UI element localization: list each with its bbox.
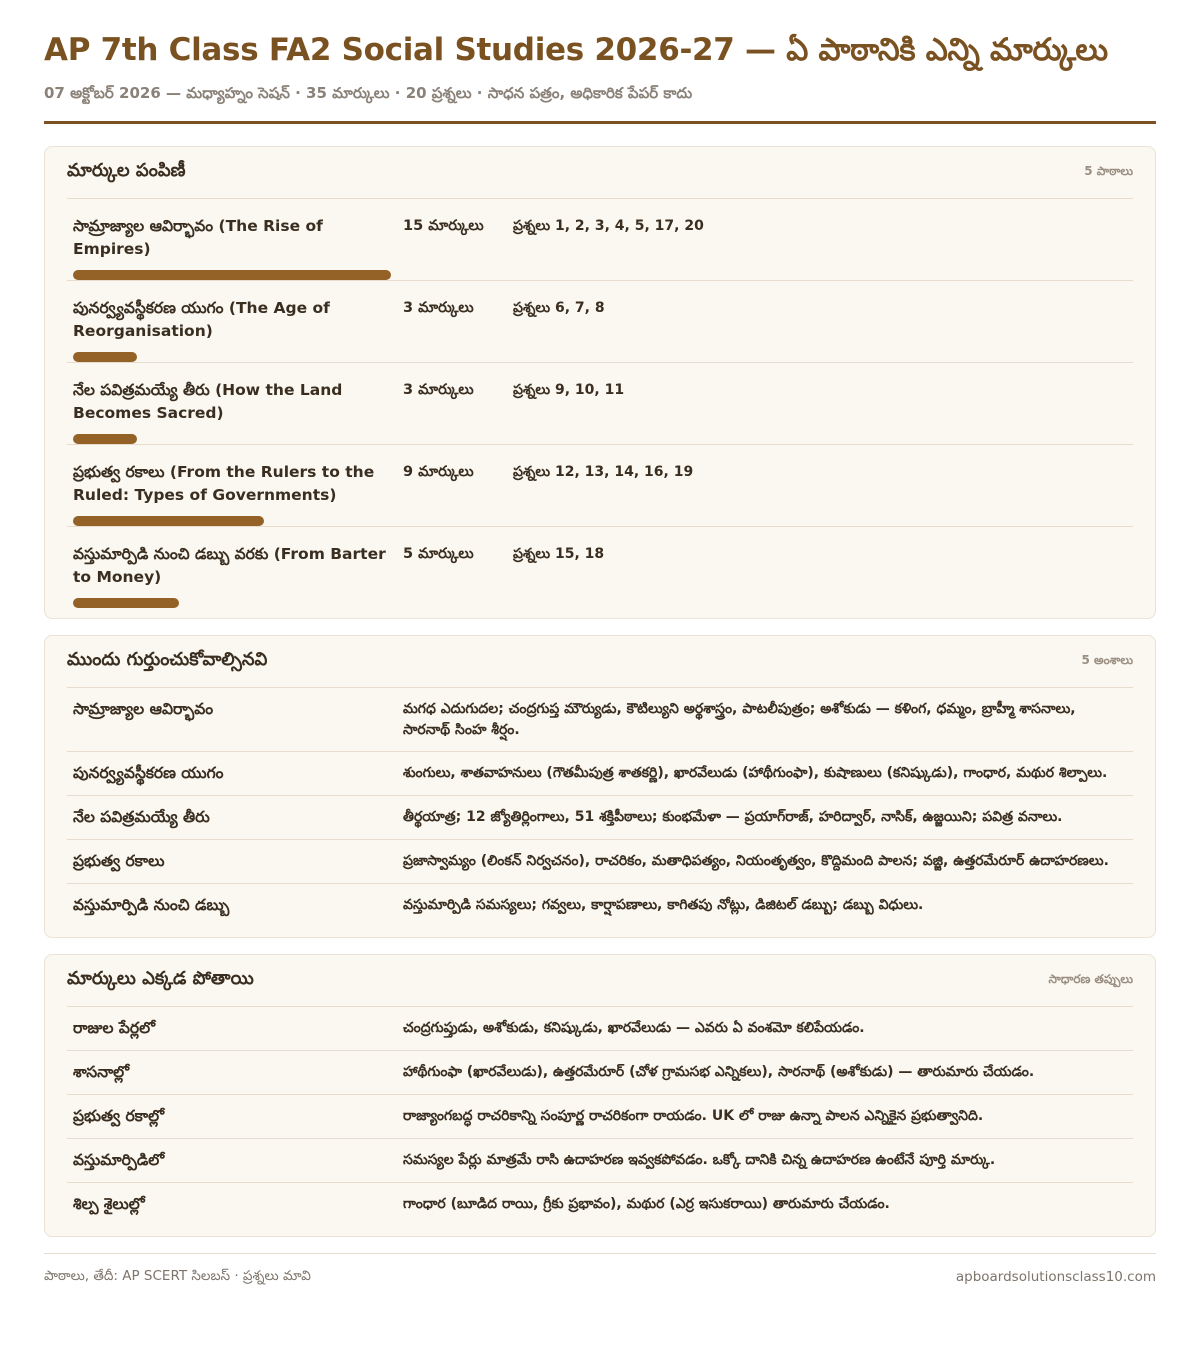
topic-row — [67, 199, 1133, 281]
topic-name: సామ్రాజ్యాల ఆవిర్భావం (The Rise of Empires) — [73, 217, 323, 258]
topic-questions: ప్రశ్నలు 9, 10, 11 — [513, 382, 625, 398]
mistake-description: రాజ్యాంగబద్ధ రాచరికాన్ని సంపూర్ణ రాచరికంగా రాయడం. UK లో రాజు ఉన్నా పాలన ఎన్నికైన ప్రభుత్వానిది. — [403, 1108, 984, 1124]
topic-marks: 15 మార్కులు — [403, 218, 484, 234]
lesson-count-badge: 5 పాఠాలు — [1084, 164, 1133, 178]
marks-bar — [73, 598, 179, 608]
topic-row — [67, 445, 1133, 527]
marks-distribution-header — [67, 147, 1133, 199]
remember-row — [67, 884, 1133, 927]
remember-points: తీర్థయాత్ర; 12 జ్యోతిర్లింగాలు, 51 శక్తిపీఠాలు; కుంభమేళా — ప్రయాగ్‌రాజ్, హరిద్వార్, నాసిక్, ఉజ్జయిని; పవిత్ర వనాలు. — [403, 809, 1063, 825]
site-link[interactable]: apboardsolutionsclass10.com — [955, 1269, 1156, 1285]
marks-distribution-title: మార్కుల పంపిణీ — [67, 160, 186, 181]
topic-name: నేల పవిత్రమయ్యే తీరు (How the Land Becomes Sacred) — [73, 381, 343, 422]
topic-name: పునర్వ్యవస్థీకరణ యుగం (The Age of Reorganisation) — [73, 299, 330, 340]
remember-topic: వస్తుమార్పిడి నుంచి డబ్బు — [73, 896, 230, 914]
mistake-row — [67, 1095, 1133, 1139]
topic-questions: ప్రశ్నలు 1, 2, 3, 4, 5, 17, 20 — [513, 218, 704, 234]
topic-row — [67, 527, 1133, 608]
mistake-area: రాజుల పేర్లలో — [73, 1019, 156, 1037]
topic-questions: ప్రశ్నలు 6, 7, 8 — [513, 300, 605, 316]
mistake-row — [67, 1051, 1133, 1095]
mistakes-title: మార్కులు ఎక్కడ పోతాయి — [67, 968, 254, 989]
topic-marks: 3 మార్కులు — [403, 382, 474, 398]
remember-points: మగధ ఎదుగుదల; చంద్రగుప్త మౌర్యుడు, కౌటిల్యుని అర్థశాస్త్రం, పాటలీపుత్రం; అశోకుడు — కళింగ, ధమ్మం, బ్రాహ్మీ శాసనాలు, సారనాథ్ సింహ శీర్షం. — [403, 701, 1076, 738]
mistake-area: శిల్ప శైలుల్లో — [73, 1195, 145, 1213]
mistake-area: ప్రభుత్వ రకాల్లో — [73, 1107, 165, 1125]
topic-row — [67, 363, 1133, 445]
remember-points: వస్తుమార్పిడి సమస్యలు; గవ్వలు, కార్షాపణాలు, కాగితపు నోట్లు, డిజిటల్ డబ్బు; డబ్బు విధులు. — [403, 897, 924, 913]
topic-marks: 9 మార్కులు — [403, 464, 474, 480]
remember-points: ప్రజాస్వామ్యం (లింకన్ నిర్వచనం), రాచరికం, మతాధిపత్యం, నియంతృత్వం, కొద్దిమంది పాలన; వజ్జి, ఉత్తరమేరూర్ ఉదాహరణలు. — [403, 853, 1109, 869]
remember-list — [67, 688, 1133, 927]
mistake-description: హాథీగుంఫా (ఖారవేలుడు), ఉత్తరమేరూర్ (చోళ గ్రామసభ ఎన్నికలు), సారనాథ్ (అశోకుడు) — తారుమారు చేయడం. — [403, 1064, 1035, 1080]
mistakes-card — [44, 954, 1156, 1237]
remember-header — [67, 636, 1133, 688]
mistake-area: శాసనాల్లో — [73, 1063, 130, 1081]
mistake-area: వస్తుమార్పిడిలో — [73, 1151, 165, 1169]
topic-name: వస్తుమార్పిడి నుంచి డబ్బు వరకు (From Barter to Money) — [73, 545, 386, 586]
mistake-description: గాంధార (బూడిద రాయి, గ్రీకు ప్రభావం), మథుర (ఎర్ర ఇసుకరాయి) తారుమారు చేయడం. — [403, 1196, 890, 1212]
marks-bar — [73, 516, 264, 526]
footer — [44, 1254, 1156, 1300]
topic-marks: 5 మార్కులు — [403, 546, 474, 562]
topic-list — [67, 199, 1133, 608]
mistakes-list — [67, 1007, 1133, 1226]
source-note: పాఠాలు, తేదీ: AP SCERT సిలబస్ · ప్రశ్నలు మావి — [44, 1267, 311, 1284]
remember-card — [44, 635, 1156, 938]
remember-topic: సామ్రాజ్యాల ఆవిర్భావం — [73, 700, 214, 718]
marks-bar — [73, 270, 391, 280]
marks-bar — [73, 434, 137, 444]
remember-row — [67, 796, 1133, 840]
mistake-row — [67, 1183, 1133, 1226]
page-subtitle: 07 అక్టోబర్ 2026 — మధ్యాహ్నం సెషన్ · 35 మార్కులు · 20 ప్రశ్నలు · సాధన పత్రం, అధికారిక పేపర్ కాదు — [44, 84, 693, 102]
mistake-row — [67, 1139, 1133, 1183]
marks-bar — [73, 352, 137, 362]
mistake-description: చంద్రగుప్తుడు, అశోకుడు, కనిష్కుడు, ఖారవేలుడు — ఎవరు ఏ వంశమో కలిపేయడం. — [403, 1020, 865, 1036]
remember-row — [67, 752, 1133, 796]
remember-topic: నేల పవిత్రమయ్యే తీరు — [73, 808, 210, 826]
mistakes-header — [67, 955, 1133, 1007]
topic-row — [67, 281, 1133, 363]
title-divider — [44, 121, 1156, 124]
marks-distribution-card — [44, 146, 1156, 619]
topic-marks: 3 మార్కులు — [403, 300, 474, 316]
page-title: AP 7th Class FA2 Social Studies 2026-27 — ఏ పాఠానికి ఎన్ని మార్కులు — [44, 32, 1108, 68]
point-count-badge: 5 అంశాలు — [1081, 653, 1133, 667]
topic-name: ప్రభుత్వ రకాలు (From the Rulers to the Ruled: Types of Governments) — [73, 463, 375, 504]
remember-row — [67, 840, 1133, 884]
remember-row — [67, 688, 1133, 752]
remember-topic: పునర్వ్యవస్థీకరణ యుగం — [73, 764, 224, 782]
mistakes-badge: సాధారణ తప్పులు — [1048, 972, 1133, 986]
topic-questions: ప్రశ్నలు 12, 13, 14, 16, 19 — [513, 464, 694, 480]
topic-questions: ప్రశ్నలు 15, 18 — [513, 546, 605, 562]
remember-topic: ప్రభుత్వ రకాలు — [73, 852, 165, 870]
mistake-description: సమస్యల పేర్లు మాత్రమే రాసి ఉదాహరణ ఇవ్వకపోవడం. ఒక్కో దానికి చిన్న ఉదాహరణ ఉంటేనే పూర్తి మార్కు. — [403, 1152, 996, 1168]
remember-title: ముందు గుర్తుంచుకోవాల్సినవి — [67, 649, 268, 670]
mistake-row — [67, 1007, 1133, 1051]
remember-points: శుంగులు, శాతవాహనులు (గౌతమీపుత్ర శాతకర్ణి), ఖారవేలుడు (హాథీగుంఫా), కుషాణులు (కనిష్కుడు), గాంధార, మథుర శిల్పాలు. — [403, 765, 1108, 781]
